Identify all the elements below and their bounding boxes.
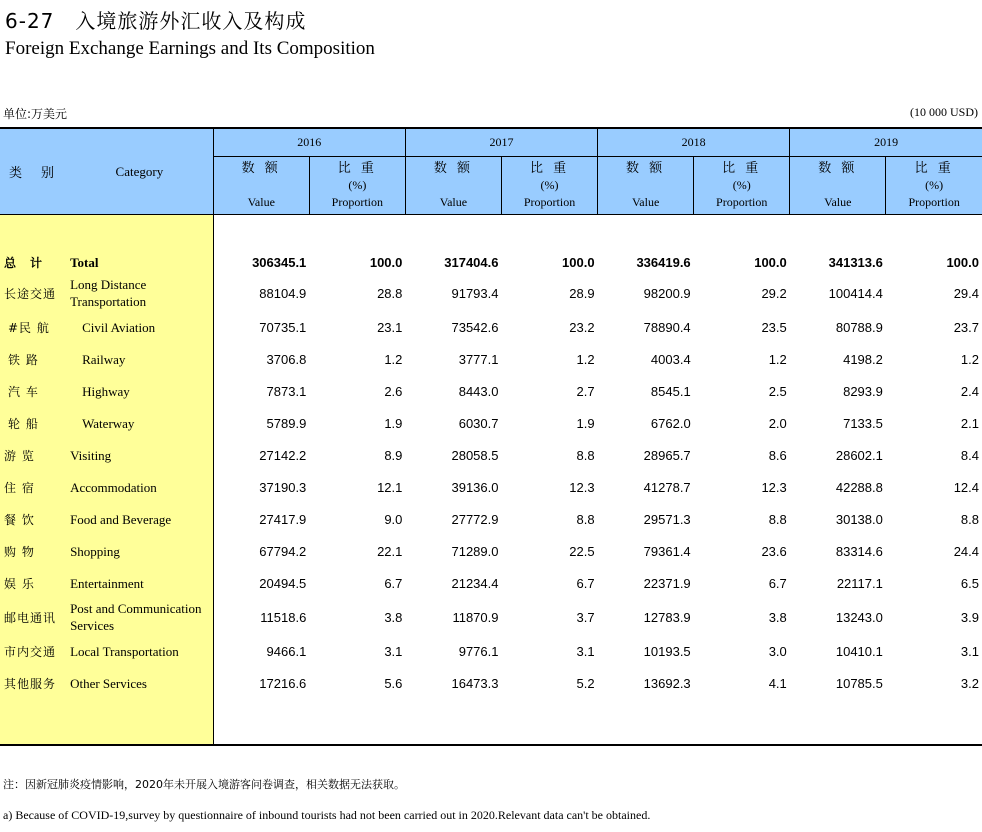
- year-header: 2018: [598, 128, 790, 157]
- value-cell: 7133.5: [843, 415, 883, 431]
- table-row: [0, 567, 982, 599]
- row-label-en: Highway: [66, 375, 213, 407]
- value-header: [790, 157, 886, 215]
- proportion-cell: 2.4: [960, 383, 979, 399]
- value-cell: 10410.1: [835, 643, 883, 659]
- proportion-cell: 1.2: [384, 351, 403, 367]
- row-label-en: Total: [66, 249, 213, 275]
- value-cell: 8443.0: [458, 383, 499, 399]
- value-cell: 28058.5: [451, 447, 499, 463]
- proportion-cell: 8.8: [960, 511, 979, 527]
- row-label-cn: 总 计: [0, 249, 66, 275]
- proportion-header-en: Proportion: [716, 195, 768, 209]
- proportion-cell: 8.9: [384, 447, 403, 463]
- proportion-cell: 9.0: [384, 511, 403, 527]
- row-label-cn: 游 览: [0, 439, 66, 471]
- value-cell: 79361.4: [643, 543, 691, 559]
- value-cell: 27417.9: [259, 511, 307, 527]
- value-cell: 3706.8: [266, 351, 307, 367]
- value-header-en: Value: [824, 195, 852, 209]
- value-cell: 28602.1: [835, 447, 883, 463]
- value-cell: 28965.7: [643, 447, 691, 463]
- table-row: [0, 535, 982, 567]
- proportion-cell: 100.0: [369, 254, 403, 270]
- row-label-en: Accommodation: [66, 471, 213, 503]
- proportion-header: [501, 157, 597, 215]
- proportion-header: [309, 157, 405, 215]
- note-en: a) Because of COVID-19,survey by questionnaire of inbound tourists had not been carried out in 2020.Relevant data can't be obtained.: [3, 808, 651, 822]
- value-cell: 341313.6: [828, 254, 883, 270]
- proportion-cell: 6.5: [960, 575, 979, 591]
- proportion-cell: 8.6: [768, 447, 787, 463]
- value-header-en: Value: [631, 195, 660, 209]
- row-label-cn: 其他服务: [0, 667, 66, 699]
- value-cell: 37190.3: [259, 479, 307, 495]
- row-label-cn: 住 宿: [0, 471, 66, 503]
- value-cell: 4198.2: [843, 351, 883, 367]
- unit-label-en: (10 000 USD): [910, 105, 978, 119]
- proportion-cell: 6.7: [384, 575, 403, 591]
- row-label-en: Other Services: [66, 667, 213, 699]
- table-body: [0, 215, 982, 746]
- proportion-cell: 1.9: [576, 415, 595, 431]
- proportion-cell: 3.1: [960, 643, 979, 659]
- row-label-en: Entertainment: [66, 567, 213, 599]
- value-cell: 7873.1: [266, 383, 307, 399]
- table-row: [0, 635, 982, 667]
- proportion-cell: 8.4: [960, 447, 979, 463]
- value-cell: 17216.6: [259, 675, 307, 691]
- proportion-cell: 8.8: [576, 511, 595, 527]
- row-label-en: Post and Communication Services: [66, 599, 213, 635]
- row-label-en: Civil Aviation: [66, 311, 213, 343]
- proportion-cell: 3.1: [576, 643, 595, 659]
- proportion-cell: 100.0: [754, 254, 787, 270]
- proportion-cell: 1.9: [384, 415, 403, 431]
- proportion-cell: 12.3: [761, 479, 787, 495]
- page-title-en: Foreign Exchange Earnings and Its Composition: [5, 38, 375, 59]
- proportion-header-unit: (%): [348, 178, 367, 192]
- proportion-cell: 23.2: [569, 319, 595, 335]
- value-cell: 29571.3: [643, 511, 691, 527]
- value-cell: 78890.4: [643, 319, 691, 335]
- value-cell: 306345.1: [252, 254, 307, 270]
- proportion-cell: 100.0: [562, 254, 595, 270]
- year-header: 2017: [405, 128, 597, 157]
- proportion-cell: 12.1: [377, 479, 403, 495]
- proportion-header-cn: 比 重: [529, 161, 570, 176]
- value-cell: 83314.6: [835, 543, 883, 559]
- proportion-cell: 3.8: [768, 609, 787, 625]
- table-row: [0, 599, 982, 635]
- table-header: [0, 128, 982, 215]
- proportion-cell: 24.4: [953, 543, 979, 559]
- value-cell: 10785.5: [835, 675, 883, 691]
- value-cell: 11870.9: [452, 609, 499, 625]
- row-label-cn: 餐 饮: [0, 503, 66, 535]
- value-cell: 21234.4: [451, 575, 499, 591]
- value-cell: 8293.9: [843, 383, 883, 399]
- proportion-header-cn: 比 重: [914, 161, 954, 176]
- value-cell: 6762.0: [650, 415, 691, 431]
- proportion-cell: 2.6: [384, 383, 403, 399]
- proportion-cell: 23.5: [761, 319, 787, 335]
- proportion-header-en: Proportion: [331, 195, 384, 209]
- value-cell: 70735.1: [259, 319, 307, 335]
- row-label-cn: #民 航: [0, 311, 66, 343]
- value-cell: 22371.9: [643, 575, 691, 591]
- table-row: [0, 343, 982, 375]
- row-label-en: Local Transportation: [66, 635, 213, 667]
- proportion-cell: 6.7: [576, 575, 595, 591]
- proportion-cell: 2.0: [768, 415, 787, 431]
- table-row: [0, 407, 982, 439]
- proportion-cell: 22.5: [569, 543, 595, 559]
- proportion-cell: 29.2: [761, 285, 787, 301]
- value-cell: 27772.9: [451, 511, 499, 527]
- value-cell: 8545.1: [650, 383, 691, 399]
- proportion-cell: 5.2: [576, 675, 595, 691]
- value-cell: 16473.3: [451, 675, 499, 691]
- value-cell: 20494.5: [259, 575, 307, 591]
- value-cell: 11518.6: [260, 609, 307, 625]
- value-cell: 13243.0: [835, 609, 883, 625]
- row-label-en: Waterway: [66, 407, 213, 439]
- value-cell: 30138.0: [835, 511, 883, 527]
- value-cell: 12783.9: [643, 609, 691, 625]
- table-row: [0, 311, 982, 343]
- proportion-header-en: Proportion: [908, 195, 960, 209]
- proportion-cell: 3.9: [960, 609, 979, 625]
- value-cell: 5789.9: [266, 415, 307, 431]
- value-cell: 336419.6: [636, 254, 691, 270]
- value-cell: 27142.2: [259, 447, 307, 463]
- value-cell: 42288.8: [835, 479, 883, 495]
- table-row: [0, 503, 982, 535]
- proportion-cell: 6.7: [768, 575, 787, 591]
- category-header-cn: 类 别: [0, 128, 66, 215]
- proportion-cell: 28.8: [377, 285, 403, 301]
- value-cell: 80788.9: [835, 319, 883, 335]
- earnings-table: [0, 127, 982, 746]
- row-label-cn: 轮 船: [0, 407, 66, 439]
- unit-label-cn: 单位:万美元: [3, 107, 68, 121]
- value-header-cn: 数 额: [433, 161, 473, 176]
- proportion-cell: 3.1: [384, 643, 403, 659]
- proportion-cell: 8.8: [576, 447, 595, 463]
- value-cell: 3777.1: [458, 351, 499, 367]
- proportion-cell: 23.1: [377, 319, 403, 335]
- proportion-cell: 12.3: [569, 479, 595, 495]
- proportion-cell: 23.6: [761, 543, 787, 559]
- proportion-cell: 1.2: [960, 351, 979, 367]
- row-label-cn: 购 物: [0, 535, 66, 567]
- value-header: [405, 157, 501, 215]
- proportion-cell: 23.7: [953, 319, 979, 335]
- value-cell: 88104.9: [259, 285, 307, 301]
- value-cell: 71289.0: [451, 543, 499, 559]
- proportion-cell: 3.2: [960, 675, 979, 691]
- value-cell: 100414.4: [828, 285, 883, 301]
- proportion-cell: 22.1: [377, 543, 403, 559]
- value-cell: 22117.1: [836, 575, 883, 591]
- value-header-cn: 数 额: [626, 161, 666, 176]
- proportion-header-en: Proportion: [523, 195, 576, 209]
- proportion-cell: 100.0: [946, 254, 979, 270]
- row-label-cn: 汽 车: [0, 375, 66, 407]
- proportion-header-unit: (%): [732, 178, 751, 192]
- value-cell: 98200.9: [643, 285, 691, 301]
- year-header: 2019: [790, 128, 982, 157]
- row-label-en: Visiting: [66, 439, 213, 471]
- proportion-cell: 12.4: [953, 479, 979, 495]
- proportion-cell: 28.9: [569, 285, 595, 301]
- value-header-cn: 数 额: [241, 161, 281, 176]
- proportion-header-cn: 比 重: [722, 161, 762, 176]
- note-cn: 注：因新冠肺炎疫情影响，2020年未开展入境游客问卷调查，相关数据无法获取。: [3, 778, 405, 791]
- value-cell: 13692.3: [643, 675, 691, 691]
- value-cell: 317404.6: [444, 254, 499, 270]
- proportion-cell: 3.8: [384, 609, 403, 625]
- row-label-cn: 长途交通: [0, 275, 66, 311]
- proportion-cell: 2.1: [960, 415, 979, 431]
- value-cell: 73542.6: [451, 319, 499, 335]
- proportion-cell: 4.1: [768, 675, 787, 691]
- value-cell: 6030.7: [458, 415, 499, 431]
- row-label-cn: 市内交通: [0, 635, 66, 667]
- proportion-cell: 2.5: [768, 383, 787, 399]
- proportion-header-unit: (%): [925, 178, 944, 192]
- proportion-cell: 1.2: [768, 351, 787, 367]
- value-cell: 4003.4: [650, 351, 691, 367]
- proportion-header-unit: (%): [540, 178, 559, 192]
- value-cell: 91793.4: [451, 285, 499, 301]
- value-cell: 9466.1: [266, 643, 307, 659]
- value-cell: 39136.0: [451, 479, 499, 495]
- proportion-cell: 3.7: [576, 609, 595, 625]
- table-row: [0, 249, 982, 275]
- category-header-en: Category: [66, 128, 213, 215]
- year-header: 2016: [213, 128, 405, 157]
- proportion-header: [694, 157, 790, 215]
- row-label-cn: 娱 乐: [0, 567, 66, 599]
- proportion-cell: 1.2: [576, 351, 595, 367]
- row-label-en: Food and Beverage: [66, 503, 213, 535]
- value-cell: 10193.5: [643, 643, 691, 659]
- proportion-cell: 2.7: [576, 383, 595, 399]
- row-label-cn: 邮电通讯: [0, 599, 66, 635]
- page-title-cn: 6-27 入境旅游外汇收入及构成: [5, 9, 307, 33]
- proportion-cell: 3.0: [768, 643, 787, 659]
- proportion-cell: 5.6: [384, 675, 403, 691]
- value-header: [598, 157, 694, 215]
- row-label-en: Shopping: [66, 535, 213, 567]
- value-cell: 67794.2: [259, 543, 307, 559]
- table-row: [0, 375, 982, 407]
- proportion-header: [886, 157, 982, 215]
- row-label-cn: 铁 路: [0, 343, 66, 375]
- value-header-cn: 数 额: [818, 161, 858, 176]
- proportion-cell: 29.4: [953, 285, 979, 301]
- table-row: [0, 667, 982, 699]
- value-cell: 9776.1: [458, 643, 499, 659]
- value-header-en: Value: [439, 195, 468, 209]
- table-row: [0, 471, 982, 503]
- table-row: [0, 275, 982, 311]
- table-row: [0, 439, 982, 471]
- value-header-en: Value: [247, 195, 275, 209]
- value-cell: 41278.7: [643, 479, 691, 495]
- row-label-en: Railway: [66, 343, 213, 375]
- proportion-header-cn: 比 重: [337, 161, 377, 176]
- value-header: [213, 157, 309, 215]
- proportion-cell: 8.8: [768, 511, 787, 527]
- row-label-en: Long Distance Transportation: [66, 275, 213, 311]
